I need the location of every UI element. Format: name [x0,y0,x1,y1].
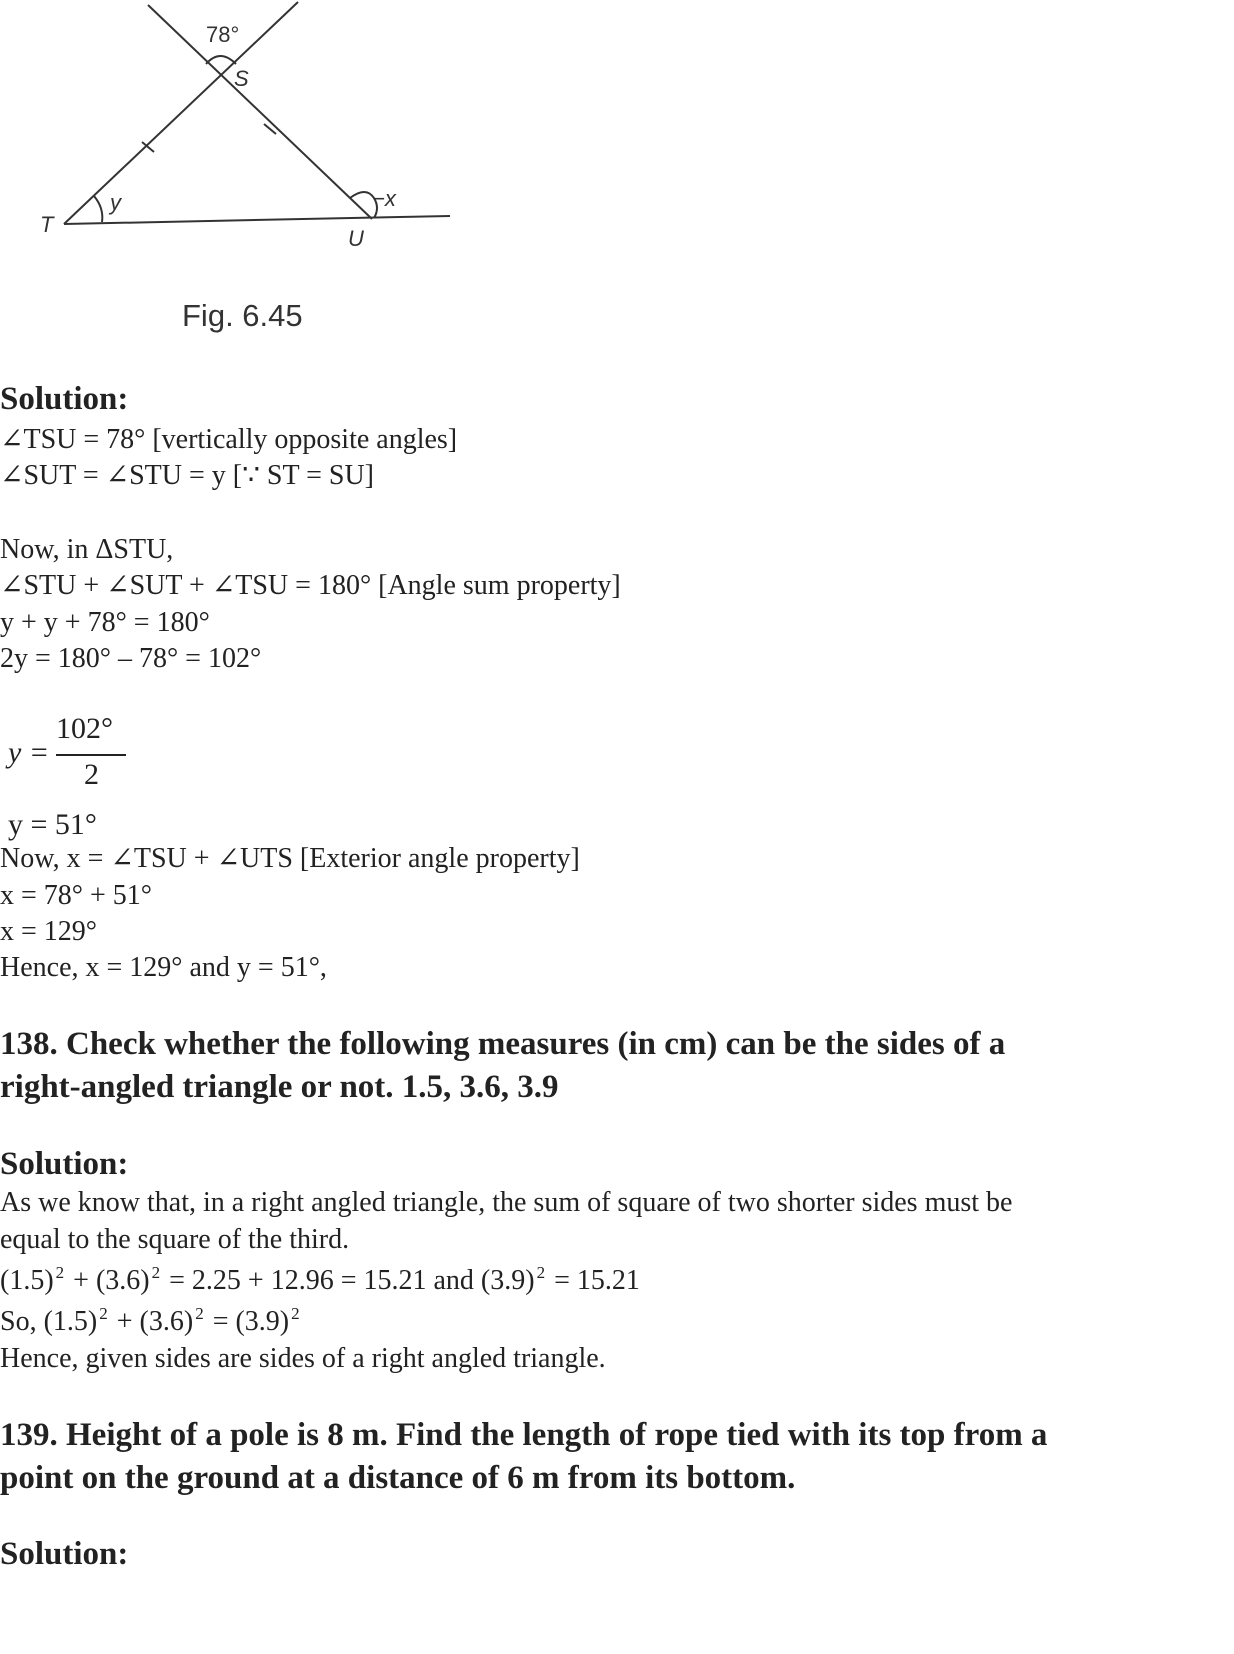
solution-line: Now, in ΔSTU, [0,534,174,565]
expr-part: + (3.6) [73,1265,150,1296]
arc-y [94,196,102,222]
expr-part: (1.5) [0,1265,54,1296]
solution-line: x = 78° + 51° [0,880,152,911]
triangle-figure [30,0,490,270]
expr-part: + (3.6) [116,1306,194,1337]
question-139-line: 139. Height of a pole is 8 m. Find the length of rope tied with its top from a [0,1417,1048,1453]
solution-line: equal to the square of the third. [0,1224,350,1255]
exponent: 2 [151,1263,161,1282]
fraction-expression [8,712,168,798]
exponent: 2 [195,1304,204,1323]
question-139-line: point on the ground at a distance of 6 m from its bottom. [0,1460,796,1496]
point-t-label: T [40,212,54,237]
exponent: 2 [291,1304,300,1323]
solution-line: Now, x = ∠TSU + ∠UTS [Exterior angle property] [0,843,580,874]
solution-heading: Solution: [0,381,129,417]
exponent: 2 [536,1263,546,1282]
solution-line: As we know that, in a right angled triangle, the sum of square of two shorter sides must be [0,1187,1013,1218]
solution-line: ∠STU + ∠SUT + ∠TSU = 180° [Angle sum property] [0,570,621,601]
fraction-denominator: 2 [84,758,99,791]
expr-part: = 2.25 + 12.96 = 15.21 and (3.9) [169,1265,535,1296]
question-138-line: right-angled triangle or not. 1.5, 3.6, 3.9 [0,1069,559,1105]
y-result: y = 51° [8,808,97,841]
angle-y-label: y [110,190,121,215]
expr-part: = 15.21 [554,1265,640,1296]
exponent: 2 [99,1304,108,1323]
point-u-label: U [348,226,364,251]
solution-line: ∠TSU = 78° [vertically opposite angles] [0,424,458,455]
equation-line [0,1303,1234,1341]
solution-line: Hence, given sides are sides of a right angled triangle. [0,1343,606,1374]
angle-78-label: 78° [206,22,240,47]
expr-part: = (3.9) [212,1306,290,1337]
fraction-lhs: y = [8,736,50,769]
solution-line: 2y = 180° – 78° = 102° [0,643,262,674]
solution-line: y + y + 78° = 180° [0,607,210,638]
expr-part: So, (1.5) [0,1306,98,1337]
figure-caption: Fig. 6.45 [182,298,303,333]
arc-78 [206,56,236,64]
equation-line [0,1262,1234,1300]
point-s-label: S [234,66,249,91]
solution-line: Hence, x = 129° and y = 51°, [0,952,327,983]
solution-heading: Solution: [0,1146,129,1182]
question-138-line: 138. Check whether the following measures (in cm) can be the sides of a [0,1026,1006,1062]
solution-heading: Solution: [0,1536,129,1572]
line-tu [64,216,450,224]
fraction-bar [56,754,126,756]
angle-x-label: −x [372,186,396,211]
fraction-numerator: 102° [56,712,113,745]
exponent: 2 [55,1263,65,1282]
solution-line: ∠SUT = ∠STU = y [∵ ST = SU] [0,460,375,491]
solution-line: x = 129° [0,916,97,947]
